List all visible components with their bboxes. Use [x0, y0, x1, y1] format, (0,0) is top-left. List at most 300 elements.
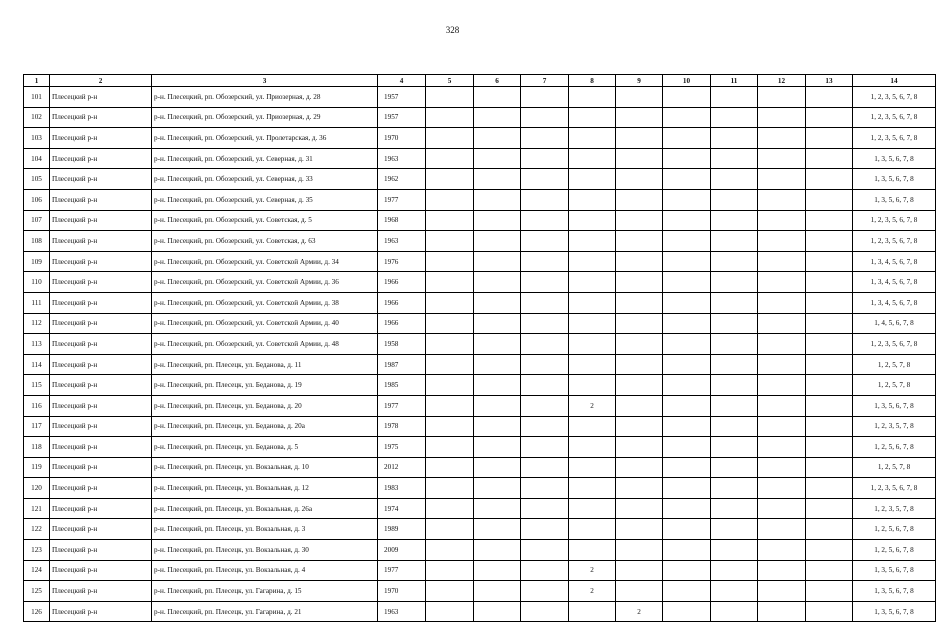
col6-cell	[474, 128, 521, 149]
col6-cell	[474, 334, 521, 355]
year-cell: 1977	[378, 395, 426, 416]
col9-cell	[616, 189, 663, 210]
col13-cell	[806, 334, 853, 355]
district-cell: Плесецкий р-н	[50, 416, 152, 437]
col10-cell	[663, 601, 711, 622]
col6-cell	[474, 272, 521, 293]
col7-cell	[521, 437, 569, 458]
row-number: 108	[24, 231, 50, 252]
col9-cell: 2	[616, 601, 663, 622]
col5-cell	[426, 148, 474, 169]
col11-cell	[711, 128, 758, 149]
district-cell: Плесецкий р-н	[50, 334, 152, 355]
col9-cell	[616, 148, 663, 169]
col9-cell	[616, 210, 663, 231]
codes-cell: 1, 3, 5, 6, 7, 8	[853, 581, 936, 602]
col11-cell	[711, 292, 758, 313]
col5-cell	[426, 437, 474, 458]
col5-cell	[426, 354, 474, 375]
col7-cell	[521, 375, 569, 396]
col8-cell	[569, 540, 616, 561]
address-cell: р-н. Плесецкий, рп. Обозерский, ул. Северная, д. 33	[152, 169, 378, 190]
col7-cell	[521, 313, 569, 334]
table-row	[24, 334, 936, 355]
col13-cell	[806, 148, 853, 169]
year-cell: 1970	[378, 581, 426, 602]
district-cell: Плесецкий р-н	[50, 457, 152, 478]
address-cell: р-н. Плесецкий, рп. Плесецк, ул. Беданова, д. 19	[152, 375, 378, 396]
year-cell: 2012	[378, 457, 426, 478]
col12-cell	[758, 292, 806, 313]
col8-cell	[569, 354, 616, 375]
col9-cell	[616, 478, 663, 499]
col8-cell	[569, 148, 616, 169]
col9-cell	[616, 416, 663, 437]
codes-cell: 1, 2, 5, 6, 7, 8	[853, 437, 936, 458]
col6-cell	[474, 581, 521, 602]
col8-cell	[569, 128, 616, 149]
column-header-12: 12	[758, 75, 806, 87]
district-cell: Плесецкий р-н	[50, 210, 152, 231]
col7-cell	[521, 189, 569, 210]
col11-cell	[711, 437, 758, 458]
district-cell: Плесецкий р-н	[50, 231, 152, 252]
col9-cell	[616, 313, 663, 334]
codes-cell: 1, 3, 5, 6, 7, 8	[853, 560, 936, 581]
row-number: 119	[24, 457, 50, 478]
address-cell: р-н. Плесецкий, рп. Обозерский, ул. Пролетарская, д. 36	[152, 128, 378, 149]
address-cell: р-н. Плесецкий, рп. Плесецк, ул. Беданова, д. 11	[152, 354, 378, 375]
col5-cell	[426, 478, 474, 499]
col5-cell	[426, 251, 474, 272]
col12-cell	[758, 210, 806, 231]
col6-cell	[474, 498, 521, 519]
col5-cell	[426, 107, 474, 128]
codes-cell: 1, 2, 5, 6, 7, 8	[853, 540, 936, 561]
col13-cell	[806, 189, 853, 210]
table-row	[24, 210, 936, 231]
col11-cell	[711, 540, 758, 561]
col6-cell	[474, 395, 521, 416]
col6-cell	[474, 375, 521, 396]
col5-cell	[426, 395, 474, 416]
col9-cell	[616, 457, 663, 478]
codes-cell: 1, 3, 5, 6, 7, 8	[853, 395, 936, 416]
year-cell: 1963	[378, 601, 426, 622]
col8-cell	[569, 478, 616, 499]
column-header-5: 5	[426, 75, 474, 87]
col12-cell	[758, 581, 806, 602]
year-cell: 1985	[378, 375, 426, 396]
col5-cell	[426, 581, 474, 602]
col11-cell	[711, 601, 758, 622]
col9-cell	[616, 107, 663, 128]
col8-cell	[569, 210, 616, 231]
col8-cell	[569, 437, 616, 458]
col7-cell	[521, 148, 569, 169]
col5-cell	[426, 334, 474, 355]
codes-cell: 1, 2, 3, 5, 6, 7, 8	[853, 334, 936, 355]
table-row	[24, 148, 936, 169]
district-cell: Плесецкий р-н	[50, 478, 152, 499]
col13-cell	[806, 395, 853, 416]
col12-cell	[758, 478, 806, 499]
col11-cell	[711, 210, 758, 231]
district-cell: Плесецкий р-н	[50, 540, 152, 561]
codes-cell: 1, 2, 5, 6, 7, 8	[853, 519, 936, 540]
year-cell: 1989	[378, 519, 426, 540]
row-number: 112	[24, 313, 50, 334]
year-cell: 1975	[378, 437, 426, 458]
col13-cell	[806, 354, 853, 375]
col5-cell	[426, 231, 474, 252]
col10-cell	[663, 334, 711, 355]
year-cell: 1983	[378, 478, 426, 499]
address-cell: р-н. Плесецкий, рп. Плесецк, ул. Вокзальная, д. 4	[152, 560, 378, 581]
district-cell: Плесецкий р-н	[50, 169, 152, 190]
address-cell: р-н. Плесецкий, рп. Обозерский, ул. Советской Армии, д. 48	[152, 334, 378, 355]
col6-cell	[474, 457, 521, 478]
col5-cell	[426, 272, 474, 293]
row-number: 102	[24, 107, 50, 128]
col13-cell	[806, 416, 853, 437]
district-cell: Плесецкий р-н	[50, 128, 152, 149]
row-number: 101	[24, 87, 50, 108]
col8-cell	[569, 375, 616, 396]
year-cell: 1958	[378, 334, 426, 355]
col9-cell	[616, 292, 663, 313]
col5-cell	[426, 540, 474, 561]
col9-cell	[616, 375, 663, 396]
col13-cell	[806, 519, 853, 540]
col12-cell	[758, 457, 806, 478]
column-header-3: 3	[152, 75, 378, 87]
col11-cell	[711, 457, 758, 478]
table-row	[24, 128, 936, 149]
codes-cell: 1, 3, 5, 6, 7, 8	[853, 148, 936, 169]
col12-cell	[758, 395, 806, 416]
col7-cell	[521, 416, 569, 437]
row-number: 113	[24, 334, 50, 355]
col6-cell	[474, 107, 521, 128]
year-cell: 1957	[378, 107, 426, 128]
table-row	[24, 395, 936, 416]
address-cell: р-н. Плесецкий, рп. Плесецк, ул. Беданова, д. 20	[152, 395, 378, 416]
col12-cell	[758, 107, 806, 128]
col6-cell	[474, 251, 521, 272]
col10-cell	[663, 231, 711, 252]
row-number: 120	[24, 478, 50, 499]
row-number: 126	[24, 601, 50, 622]
col6-cell	[474, 437, 521, 458]
table-row	[24, 87, 936, 108]
codes-cell: 1, 2, 3, 5, 7, 8	[853, 498, 936, 519]
col7-cell	[521, 457, 569, 478]
col8-cell	[569, 107, 616, 128]
row-number: 121	[24, 498, 50, 519]
row-number: 103	[24, 128, 50, 149]
codes-cell: 1, 2, 3, 5, 6, 7, 8	[853, 128, 936, 149]
col8-cell	[569, 416, 616, 437]
col13-cell	[806, 251, 853, 272]
year-cell: 1978	[378, 416, 426, 437]
row-number: 106	[24, 189, 50, 210]
column-header-11: 11	[711, 75, 758, 87]
col13-cell	[806, 231, 853, 252]
col12-cell	[758, 313, 806, 334]
column-header-6: 6	[474, 75, 521, 87]
row-number: 122	[24, 519, 50, 540]
table-header-row	[24, 75, 936, 87]
col7-cell	[521, 478, 569, 499]
col10-cell	[663, 107, 711, 128]
col12-cell	[758, 498, 806, 519]
col5-cell	[426, 519, 474, 540]
col5-cell	[426, 416, 474, 437]
district-cell: Плесецкий р-н	[50, 272, 152, 293]
col7-cell	[521, 292, 569, 313]
codes-cell: 1, 3, 4, 5, 6, 7, 8	[853, 251, 936, 272]
col12-cell	[758, 148, 806, 169]
codes-cell: 1, 2, 3, 5, 6, 7, 8	[853, 210, 936, 231]
table-row	[24, 601, 936, 622]
district-cell: Плесецкий р-н	[50, 437, 152, 458]
table-row	[24, 478, 936, 499]
col11-cell	[711, 169, 758, 190]
col13-cell	[806, 87, 853, 108]
col6-cell	[474, 148, 521, 169]
col10-cell	[663, 540, 711, 561]
col13-cell	[806, 581, 853, 602]
col9-cell	[616, 560, 663, 581]
codes-cell: 1, 2, 3, 5, 7, 8	[853, 416, 936, 437]
col10-cell	[663, 210, 711, 231]
col9-cell	[616, 498, 663, 519]
year-cell: 1966	[378, 313, 426, 334]
col8-cell	[569, 457, 616, 478]
row-number: 105	[24, 169, 50, 190]
col6-cell	[474, 519, 521, 540]
column-header-10: 10	[663, 75, 711, 87]
col7-cell	[521, 498, 569, 519]
col11-cell	[711, 560, 758, 581]
col10-cell	[663, 478, 711, 499]
address-cell: р-н. Плесецкий, рп. Плесецк, ул. Вокзальная, д. 12	[152, 478, 378, 499]
year-cell: 1977	[378, 560, 426, 581]
col9-cell	[616, 395, 663, 416]
col11-cell	[711, 189, 758, 210]
col8-cell	[569, 189, 616, 210]
col12-cell	[758, 128, 806, 149]
col10-cell	[663, 128, 711, 149]
col6-cell	[474, 478, 521, 499]
address-cell: р-н. Плесецкий, рп. Плесецк, ул. Вокзальная, д. 26а	[152, 498, 378, 519]
table-row	[24, 581, 936, 602]
col8-cell	[569, 272, 616, 293]
district-cell: Плесецкий р-н	[50, 292, 152, 313]
address-cell: р-н. Плесецкий, рп. Обозерский, ул. Советская, д. 5	[152, 210, 378, 231]
column-header-13: 13	[806, 75, 853, 87]
col5-cell	[426, 210, 474, 231]
col10-cell	[663, 169, 711, 190]
col10-cell	[663, 416, 711, 437]
col7-cell	[521, 87, 569, 108]
row-number: 116	[24, 395, 50, 416]
table-row	[24, 540, 936, 561]
col8-cell	[569, 251, 616, 272]
col10-cell	[663, 251, 711, 272]
year-cell: 1968	[378, 210, 426, 231]
address-cell: р-н. Плесецкий, рп. Плесецк, ул. Гагарина, д. 21	[152, 601, 378, 622]
col10-cell	[663, 581, 711, 602]
buildings-table	[23, 74, 936, 622]
table-row	[24, 292, 936, 313]
codes-cell: 1, 2, 5, 7, 8	[853, 375, 936, 396]
col11-cell	[711, 478, 758, 499]
codes-cell: 1, 3, 5, 6, 7, 8	[853, 601, 936, 622]
col8-cell	[569, 87, 616, 108]
col9-cell	[616, 231, 663, 252]
col12-cell	[758, 601, 806, 622]
col7-cell	[521, 581, 569, 602]
col10-cell	[663, 437, 711, 458]
col9-cell	[616, 581, 663, 602]
col12-cell	[758, 437, 806, 458]
column-header-4: 4	[378, 75, 426, 87]
col9-cell	[616, 272, 663, 293]
col7-cell	[521, 540, 569, 561]
col12-cell	[758, 189, 806, 210]
row-number: 110	[24, 272, 50, 293]
col12-cell	[758, 87, 806, 108]
address-cell: р-н. Плесецкий, рп. Плесецк, ул. Беданова, д. 20а	[152, 416, 378, 437]
col9-cell	[616, 87, 663, 108]
col8-cell	[569, 601, 616, 622]
year-cell: 1963	[378, 231, 426, 252]
year-cell: 1977	[378, 189, 426, 210]
col11-cell	[711, 519, 758, 540]
col11-cell	[711, 395, 758, 416]
codes-cell: 1, 2, 5, 7, 8	[853, 354, 936, 375]
col11-cell	[711, 334, 758, 355]
col11-cell	[711, 375, 758, 396]
address-cell: р-н. Плесецкий, рп. Обозерский, ул. Приозерная, д. 28	[152, 87, 378, 108]
table-row	[24, 169, 936, 190]
col7-cell	[521, 334, 569, 355]
address-cell: р-н. Плесецкий, рп. Обозерский, ул. Приозерная, д. 29	[152, 107, 378, 128]
table-row	[24, 560, 936, 581]
table-row	[24, 375, 936, 396]
col7-cell	[521, 272, 569, 293]
col11-cell	[711, 148, 758, 169]
col7-cell	[521, 354, 569, 375]
year-cell: 1987	[378, 354, 426, 375]
table-row	[24, 107, 936, 128]
column-header-8: 8	[569, 75, 616, 87]
address-cell: р-н. Плесецкий, рп. Обозерский, ул. Советской Армии, д. 34	[152, 251, 378, 272]
col10-cell	[663, 519, 711, 540]
address-cell: р-н. Плесецкий, рп. Плесецк, ул. Вокзальная, д. 30	[152, 540, 378, 561]
codes-cell: 1, 2, 3, 5, 6, 7, 8	[853, 107, 936, 128]
district-cell: Плесецкий р-н	[50, 581, 152, 602]
year-cell: 2009	[378, 540, 426, 561]
district-cell: Плесецкий р-н	[50, 107, 152, 128]
table-row	[24, 437, 936, 458]
col10-cell	[663, 272, 711, 293]
year-cell: 1962	[378, 169, 426, 190]
col11-cell	[711, 581, 758, 602]
year-cell: 1957	[378, 87, 426, 108]
col10-cell	[663, 148, 711, 169]
col11-cell	[711, 87, 758, 108]
column-header-9: 9	[616, 75, 663, 87]
year-cell: 1970	[378, 128, 426, 149]
col6-cell	[474, 87, 521, 108]
col5-cell	[426, 375, 474, 396]
col5-cell	[426, 498, 474, 519]
page-number: 328	[445, 25, 460, 35]
col7-cell	[521, 395, 569, 416]
col13-cell	[806, 457, 853, 478]
col9-cell	[616, 128, 663, 149]
table-row	[24, 416, 936, 437]
col12-cell	[758, 251, 806, 272]
col8-cell	[569, 231, 616, 252]
col12-cell	[758, 519, 806, 540]
col7-cell	[521, 251, 569, 272]
col6-cell	[474, 540, 521, 561]
col7-cell	[521, 519, 569, 540]
column-header-14: 14	[853, 75, 936, 87]
table-row	[24, 457, 936, 478]
col7-cell	[521, 231, 569, 252]
col6-cell	[474, 601, 521, 622]
col11-cell	[711, 354, 758, 375]
col10-cell	[663, 87, 711, 108]
year-cell: 1963	[378, 148, 426, 169]
col12-cell	[758, 540, 806, 561]
row-number: 125	[24, 581, 50, 602]
col8-cell: 2	[569, 395, 616, 416]
col7-cell	[521, 128, 569, 149]
col5-cell	[426, 457, 474, 478]
col12-cell	[758, 375, 806, 396]
codes-cell: 1, 2, 3, 5, 6, 7, 8	[853, 231, 936, 252]
col6-cell	[474, 292, 521, 313]
district-cell: Плесецкий р-н	[50, 498, 152, 519]
row-number: 107	[24, 210, 50, 231]
col6-cell	[474, 313, 521, 334]
col12-cell	[758, 272, 806, 293]
col10-cell	[663, 292, 711, 313]
col13-cell	[806, 498, 853, 519]
district-cell: Плесецкий р-н	[50, 354, 152, 375]
address-cell: р-н. Плесецкий, рп. Обозерский, ул. Северная, д. 31	[152, 148, 378, 169]
address-cell: р-н. Плесецкий, рп. Обозерский, ул. Советской Армии, д. 40	[152, 313, 378, 334]
codes-cell: 1, 2, 3, 5, 6, 7, 8	[853, 87, 936, 108]
col9-cell	[616, 334, 663, 355]
year-cell: 1974	[378, 498, 426, 519]
col8-cell	[569, 519, 616, 540]
district-cell: Плесецкий р-н	[50, 375, 152, 396]
col7-cell	[521, 107, 569, 128]
col5-cell	[426, 313, 474, 334]
col10-cell	[663, 560, 711, 581]
address-cell: р-н. Плесецкий, рп. Плесецк, ул. Беданова, д. 5	[152, 437, 378, 458]
col9-cell	[616, 519, 663, 540]
year-cell: 1976	[378, 251, 426, 272]
address-cell: р-н. Плесецкий, рп. Плесецк, ул. Вокзальная, д. 10	[152, 457, 378, 478]
